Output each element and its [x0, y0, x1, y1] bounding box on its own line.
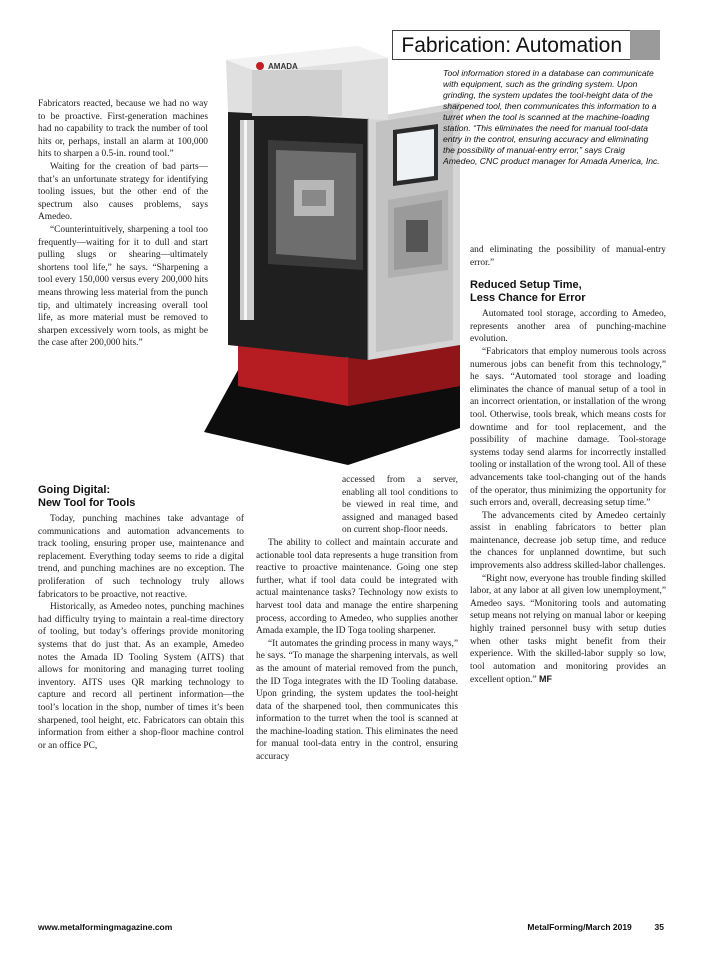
footer-website: www.metalformingmagazine.com: [38, 922, 173, 932]
col1-para-3: “Counterintuitively, sharpening a tool too frequently—waiting for it to dull and start pulling slugs or shearing—ultimately shortens tool life,” he says. “Sharpening a tool every 150,000 versus every 200,000 hits means throwing less material from the punch tip, and ultimately increasing overall tool life, as more material must be removed to sharpen excessively worn tools, as might be the case after 200,000 hits.”: [38, 224, 208, 349]
col1-para-5: Historically, as Amedeo notes, punching machines had difficulty trying to maintain a real-time directory of tooling, but today’s offerings provide monitoring systems that do just that. As an example, Amedeo notes the Amada ID Tooling System (AITS) that allows for monitoring and managing turret tooling inventory. AITS uses QR marking technology to capture and record all pertinent information—the tool’s location in the shop, number of times it’s been sharpened, tool height, etc. Fabricators can obtain this information from either a shop-floor machine control or an office PC,: [38, 602, 244, 751]
col1-para-2: Waiting for the creation of bad parts—that’s an unfortunate strategy for identifying tooling issues, but the other end of the spectrum also causes problems, says Amedeo.: [38, 161, 208, 223]
col3-para-4: “Right now, everyone has trouble finding skilled labor, at any labor at all given low unemployment,” Amedeo says. “Monitoring tools and automating setup means not relying on manual labor or keeping highly trained personnel busy with setup duties when other tasks might benefit from their experience. With the skilled-labor supply so low, tool automation and monitoring provides an excellent option.” MF: [470, 573, 666, 686]
column-2: [256, 474, 458, 764]
section-color-chip: [630, 30, 660, 60]
subhead-reduced-setup: Reduced Setup Time, Less Chance for Error: [470, 279, 586, 305]
col2-para-2: The ability to collect and maintain accurate and actionable tool data represents a huge transition from reactive to proactive maintenance. Going one step further, what if tool data could be integrated with actual maintenance tasks? Technology now exists to harvest tool data and manage the entire sharpening process, according to Amedeo, who supplies another Amada example, the ID Toga tooling sharpener.: [256, 537, 458, 637]
column-1: [38, 98, 208, 350]
col3-para-3: The advancements cited by Amedeo certainly assist in enabling fabricators to better plan maintenance, decrease job setup time, and reduce the chances for unplanned downtime, but such improvements also address skilled-labor challenges.: [470, 510, 666, 572]
col2-para-1: accessed from a server, enabling all tool conditions to be viewed in real time, and assigned and managed based on current shop-floor needs.: [342, 475, 458, 536]
footer-page-number: 35: [654, 922, 664, 932]
photo-caption: Tool information stored in a database can communicate with equipment, such as the grinding system. Upon grinding, the system updates the tool-height data of the sharpened tool, then communicates this information to a turret when the tool is scanned at the machine-loading station. “This eliminates the need for manual tool-data entry in the control, ensuring accuracy and eliminating the possibility of manual-entry error,” says Craig Amedeo, CNC product manager for Amada America, Inc.: [443, 68, 660, 166]
col3-para-0: and eliminating the possibility of manual-entry error.”: [470, 245, 666, 268]
footer-issue: MetalForming/March 2019: [527, 922, 632, 932]
machine-brand: AMADA: [268, 62, 298, 71]
col3-para-1: Automated tool storage, according to Amedeo, represents another area of punching-machine evolution.: [470, 309, 666, 345]
column-3: [470, 244, 666, 687]
col1-para-1: Fabricators reacted, because we had no way to be proactive. First-generation machines had no capability to track the number of tool hits or, perhaps, install an alarm at 100,000 hits to sharpen a 0.5-in. round tool.”: [38, 99, 208, 160]
section-title: Fabrication: Automation: [392, 30, 630, 60]
col3-para-2: “Fabricators that employ numerous tools across numerous jobs can benefit from this technology,” he says. “Automated tool storage and loading eliminates the chance of manual setup of a tool in an incorrect orientation, or installation of the wrong tool. Otherwise, tools break, which means costs for downtime and for tool replacement, and the possibility of machine damage. Tool-storage systems today send alarms for incorrectly installed tooling or installation of the wrong tool. All of these advancements take tool-changing out of the hands of the operator, thus minimizing the opportunity for such errors and, overall, decreasing setup time.”: [470, 346, 666, 509]
column-1-lower: [38, 484, 244, 752]
tooling-sharpener-machine-image: [198, 40, 460, 465]
col1-para-4: Today, punching machines take advantage of communications and automation advancements to track tooling, ensuring proper use, maintenance and replacement. Everything today seems to ride a digital trend, and punching machines are no exception. The proliferation of such technology truly allows fabricators to be proactive, not reactive.: [38, 514, 244, 600]
footer-issue-page: [527, 922, 664, 932]
col2-para-3: “It automates the grinding process in many ways,” he says. “To manage the sharpening intervals, as well as the amount of material removed from the punch, the ID Toga integrates with the ID Tooling database. Upon grinding, the system updates the tool-height data of the sharpened tool, then communicates this information to the turret when the tool is scanned at the machine-loading station. This eliminates the need for manual tool-data entry in the control, ensuring accuracy: [256, 638, 458, 763]
end-mark: MF: [539, 674, 552, 685]
subhead-going-digital: Going Digital: New Tool for Tools: [38, 484, 136, 509]
